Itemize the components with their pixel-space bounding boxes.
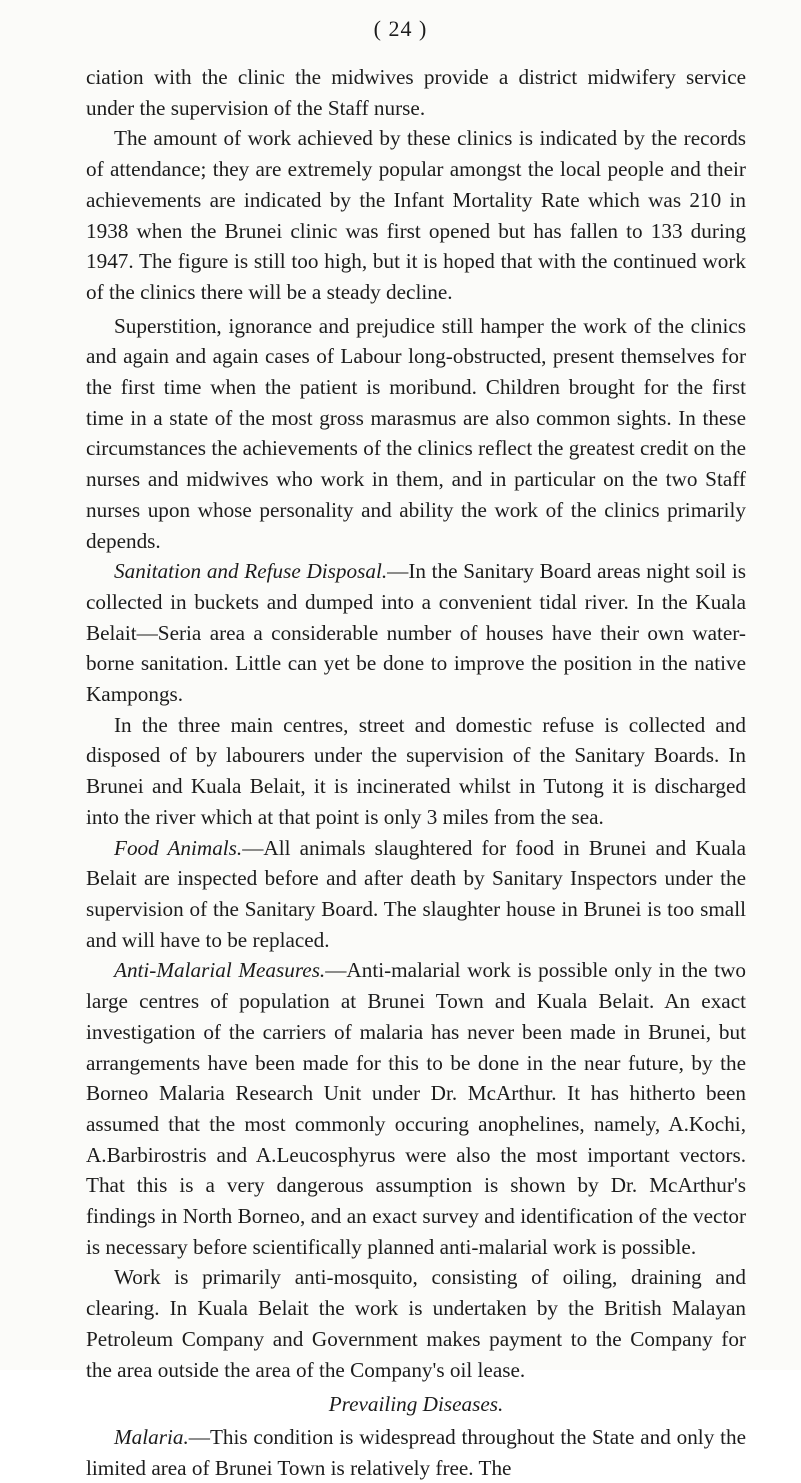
section-heading: Prevailing Diseases. bbox=[328, 1392, 504, 1417]
paragraph-text: ciation with the clinic the midwives provide a district midwifery service under the supervision of the Staff nurse. bbox=[86, 65, 746, 120]
paragraph-clinic-work bbox=[86, 123, 746, 307]
paragraph-text: Superstition, ignorance and prejudice still hamper the work of the clinics and again and again cases of Labour long-obstructed, present themselves for the first time when the patient is moribund. Children brought for the first time in a state of the most gross marasmus are also common sights. In these circumstances the achievements of the clinics reflect the greatest credit on the nurses and midwives who work in them, and in particular on the two Staff nurses upon whose personality and ability the work of the clinics primarily depends. bbox=[86, 313, 746, 553]
paragraph-text: —All animals slaughtered for food in Brunei and Kuala Belait are inspected before and after death by Sanitary Inspectors under the supervision of the Sanitary Board. The slaughter house in Brunei is too small and will have to be replaced. bbox=[86, 835, 746, 952]
paragraph-text: —In the Sanitary Board areas night soil is collected in buckets and dumped into a convenient tidal river. In the Kuala Belait—Seria area a considerable number of houses have their own water-borne sanitation. Little can yet be done to improve the position in the native Kampongs. bbox=[86, 559, 747, 707]
paragraph-text: Work is primarily anti-mosquito, consisting of oiling, draining and clearing. In Kuala Belait the work is undertaken by the British Malayan Petroleum Company and Government makes payment to the Company for the area outside the area of the Company's oil lease. bbox=[86, 1265, 746, 1382]
paragraph-lead: Sanitation and Refuse Disposal. bbox=[114, 559, 388, 584]
paragraph-anti-mosquito bbox=[86, 1262, 746, 1385]
paragraph-lead: Anti-Malarial Measures. bbox=[114, 958, 326, 983]
paragraph-refuse bbox=[86, 710, 746, 833]
paragraph-lead: Malaria. bbox=[114, 1424, 189, 1449]
paragraph-text: —Anti-malarial work is possible only in the two large centres of population at Brunei Town and Kuala Belait. An exact investigation of the carriers of malaria has never been made in Brunei, but arrangements have been made for this to be done in the near future, by the Borneo Malaria Research Unit under Dr. McArthur. It has hitherto been assumed that the most commonly occuring anophelines, namely, A.Kochi, A.Barbirostris and A.Leucosphyrus were also the most important vectors. That this is a very dangerous assumption is shown by Dr. McArthur's findings in North Borneo, and an exact survey and identification of the vector is necessary before scientifically planned anti-malarial work is possible. bbox=[86, 958, 746, 1259]
paragraph-text: —This condition is widespread throughout the State and only the limited area of Brunei Town is relatively free. The bbox=[86, 1424, 746, 1480]
paragraph-superstition bbox=[86, 311, 746, 557]
page-number: ( 24 ) bbox=[373, 16, 428, 41]
paragraph-continuation bbox=[86, 62, 746, 123]
paragraph-text: In the three main centres, street and domestic refuse is collected and disposed of by labourers under the supervision of the Sanitary Boards. In Brunei and Kuala Belait, it is incinerated whilst in Tutong it is discharged into the river which at that point is only 3 miles from the sea. bbox=[86, 712, 746, 829]
paragraph-lead: Food Animals. bbox=[114, 835, 243, 860]
paragraph-sanitation bbox=[86, 556, 746, 710]
paragraph-food-animals bbox=[86, 833, 746, 956]
body-text bbox=[86, 62, 746, 1483]
paragraph-malaria bbox=[86, 1422, 746, 1483]
paragraph-anti-malarial bbox=[86, 955, 746, 1262]
paragraph-text: The amount of work achieved by these clinics is indicated by the records of attendance; they are extremely popular amongst the local people and their achievements are indicated by the Infant Mortality Rate which was 210 in 1938 when the Brunei clinic was first opened but has fallen to 133 during 1947. The figure is still too high, but it is hoped that with the continued work of the clinics there will be a steady decline. bbox=[86, 126, 746, 304]
